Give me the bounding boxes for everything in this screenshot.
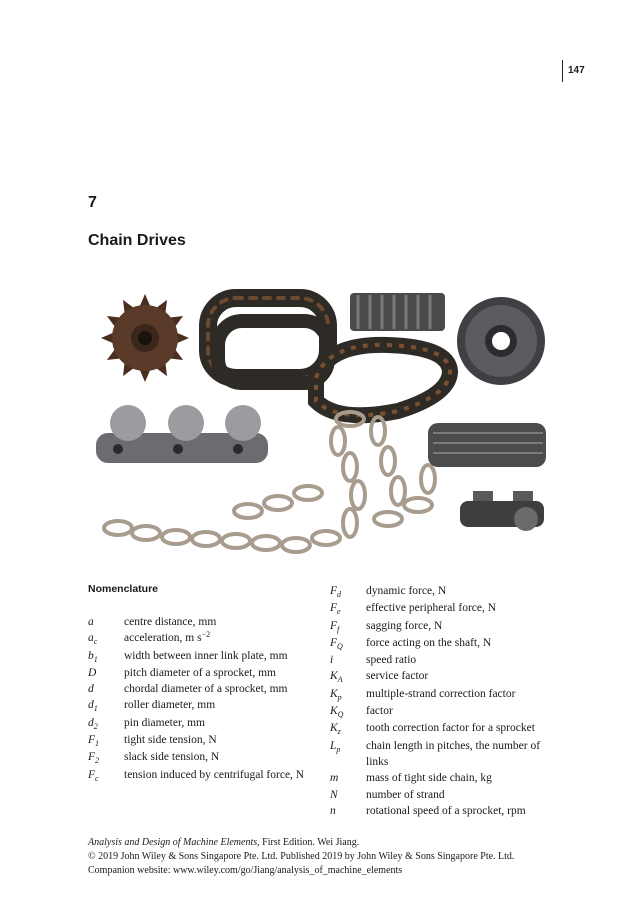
nomenclature-right-column	[330, 583, 560, 819]
nomenclature-entry	[330, 686, 560, 703]
copyright-footer	[88, 836, 514, 878]
chapter-number: 7	[88, 194, 97, 211]
nomenclature-entry	[330, 787, 560, 803]
symbol: i	[330, 654, 334, 667]
symbol: a	[88, 616, 94, 628]
symbol: D	[88, 666, 97, 679]
definition: multiple-strand correction factor	[366, 687, 516, 700]
page-number-rule	[562, 60, 585, 82]
chapter-title: Chain Drives	[88, 232, 186, 249]
definition: effective peripheral force, N	[366, 602, 497, 615]
definition: pin diameter, mm	[124, 716, 205, 729]
definition: chain length in pitches, the number of links	[366, 739, 541, 768]
definition: tension induced by centrifugal force, N	[124, 768, 305, 781]
nomenclature-entry	[88, 681, 313, 697]
definition: width between inner link plate, mm	[124, 649, 288, 662]
nomenclature-entry	[330, 635, 560, 652]
book-title: Analysis and Design of Machine Elements	[88, 837, 258, 848]
symbol: $K_Q$	[330, 705, 344, 720]
nomenclature-entry	[88, 715, 313, 732]
symbol: $K_z$	[330, 722, 341, 737]
chapter-image	[88, 283, 550, 567]
double-sprocket-illustration	[457, 297, 545, 385]
nomenclature-entry	[330, 652, 560, 668]
symbol: $F_2$	[88, 751, 100, 766]
nomenclature-entry	[330, 583, 560, 600]
symbol: $F_Q$	[330, 636, 343, 651]
symbol: $F_d$	[330, 585, 342, 599]
nomenclature-entry	[88, 648, 313, 665]
definition: acceleration, m $s^{-2}$	[124, 630, 211, 645]
symbol: d	[88, 683, 94, 696]
definition: slack side tension, N	[124, 751, 220, 764]
symbol: $L_p$	[330, 739, 341, 754]
sprocket-illustration	[101, 294, 189, 382]
silent-chain-illustration	[350, 293, 445, 331]
definition: chordal diameter of a sprocket, mm	[124, 683, 288, 696]
symbol: $K_p$	[330, 687, 342, 702]
roller-chain-loop-illustration	[208, 298, 328, 383]
nomenclature-entry	[88, 749, 313, 766]
symbol: $F_c$	[88, 768, 99, 783]
citation-line	[88, 836, 514, 850]
definition: dynamic force, N	[366, 585, 447, 597]
nomenclature-entry	[88, 732, 313, 749]
nomenclature-entry	[330, 803, 560, 819]
nomenclature-entry	[330, 720, 560, 737]
nomenclature-entry	[330, 618, 560, 635]
definition: pitch diameter of a sprocket, mm	[124, 666, 277, 679]
definition: centre distance, mm	[124, 616, 217, 628]
nomenclature-heading: Nomenclature	[88, 583, 159, 595]
companion-website-line: Companion website: www.wiley.com/go/Jiang/analysis_of_machine_elements	[88, 865, 403, 876]
symbol: $a_c$	[88, 632, 98, 647]
definition: factor	[366, 705, 393, 718]
edition-author: , First Edition. Wei Jiang.	[257, 837, 360, 848]
nomenclature-entry	[88, 767, 313, 784]
attachment-link-illustration	[460, 491, 544, 531]
nomenclature-entry	[88, 697, 313, 714]
symbol: $d_1$	[88, 699, 98, 714]
definition: number of strand	[366, 788, 445, 801]
symbol: $K_A$	[330, 670, 343, 685]
symbol: m	[330, 772, 339, 785]
symbol: $F_1$	[88, 734, 100, 749]
symbol: $b_1$	[88, 649, 98, 664]
definition: speed ratio	[366, 654, 417, 667]
definition: tight side tension, N	[124, 734, 217, 747]
nomenclature-entry	[330, 738, 560, 771]
symbol: n	[330, 804, 336, 817]
definition: roller diameter, mm	[124, 699, 216, 712]
definition: tooth correction factor for a sprocket	[366, 722, 535, 735]
definition: force acting on the shaft, N	[366, 636, 492, 649]
symbol: $F_f$	[330, 619, 340, 634]
page-number: 147	[568, 65, 585, 76]
nomenclature-entry	[330, 703, 560, 720]
nomenclature-left-column	[88, 614, 313, 784]
definition: mass of tight side chain, kg	[366, 772, 492, 785]
symbol: $d_2$	[88, 716, 98, 731]
nomenclature-entry	[88, 630, 313, 647]
symbol: N	[330, 788, 338, 801]
definition: service factor	[366, 670, 429, 683]
copyright-line: © 2019 John Wiley & Sons Singapore Pte. Ltd. Published 2019 by John Wiley & Sons Singapore Pte. Ltd.	[88, 851, 515, 862]
rusty-chain-illustration	[316, 345, 450, 415]
definition: sagging force, N	[366, 619, 443, 632]
symbol: $F_e$	[330, 602, 341, 617]
nomenclature-entry	[330, 600, 560, 617]
definition: rotational speed of a sprocket, rpm	[366, 804, 526, 817]
nomenclature-entry	[88, 665, 313, 681]
nomenclature-entry	[330, 770, 560, 786]
nomenclature-entry	[330, 668, 560, 685]
inverted-tooth-chain-illustration	[428, 423, 546, 467]
nomenclature-entry	[88, 614, 313, 630]
conveyor-chain-illustration	[96, 405, 268, 463]
